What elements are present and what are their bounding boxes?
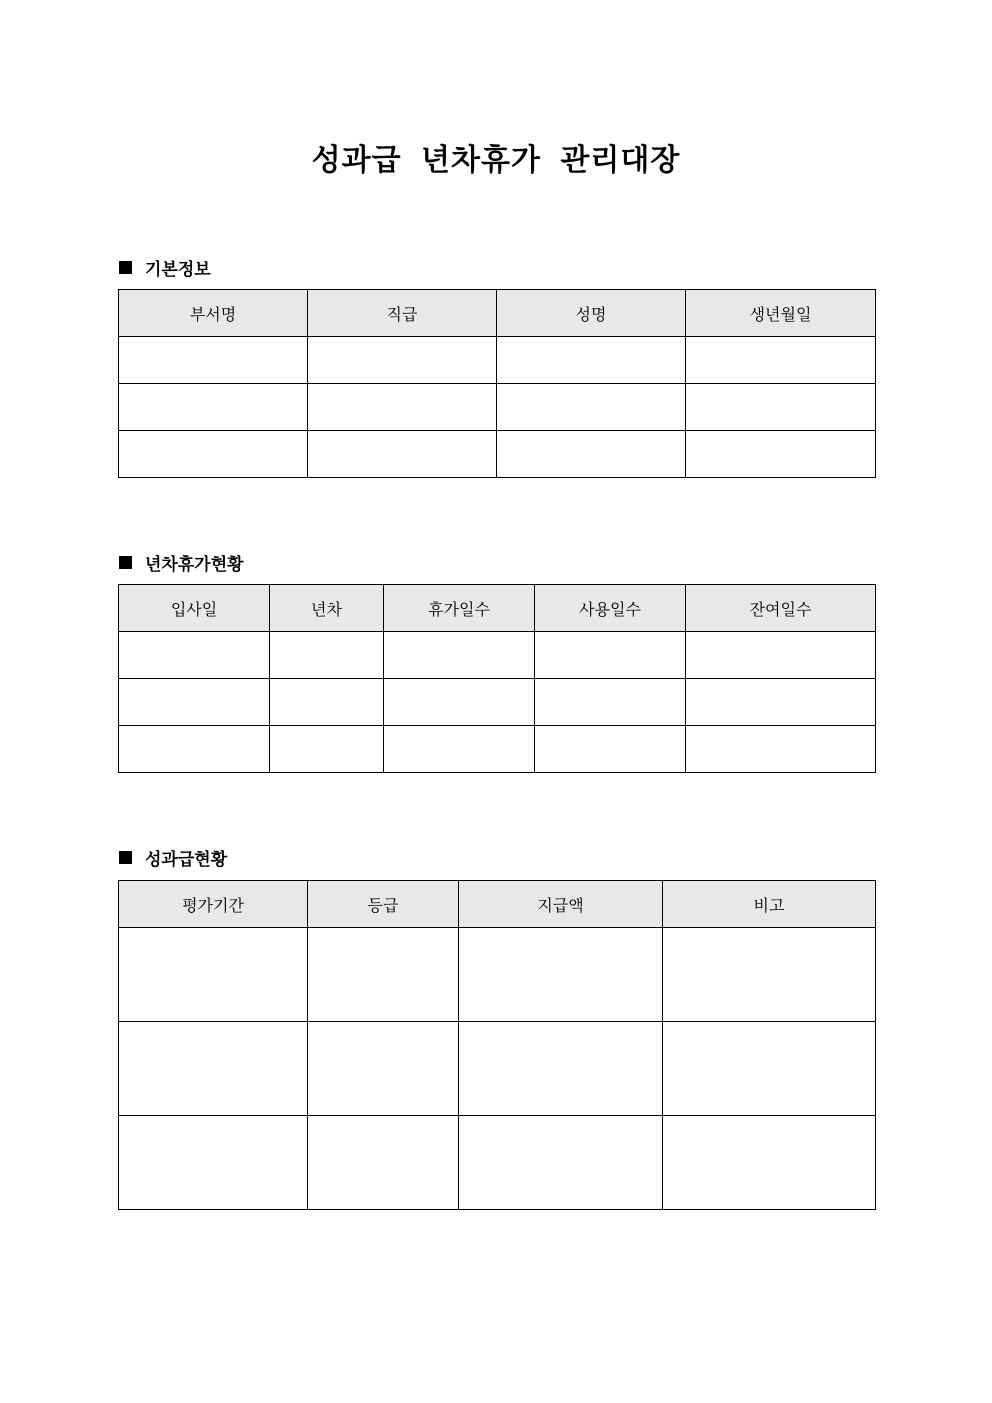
table-cell[interactable]	[459, 1022, 663, 1116]
square-bullet-icon	[119, 556, 132, 569]
column-header-evaluation-period: 평가기간	[119, 881, 308, 928]
table-row	[119, 679, 876, 726]
table-cell[interactable]	[308, 384, 497, 431]
table-cell[interactable]	[384, 632, 535, 679]
column-header-name: 성명	[497, 290, 686, 337]
column-header-department: 부서명	[119, 290, 308, 337]
table-cell[interactable]	[308, 431, 497, 478]
section-heading-bonus-label: 성과급현황	[145, 850, 228, 870]
table-cell[interactable]	[686, 679, 876, 726]
annual-leave-table	[118, 584, 876, 773]
table-cell[interactable]	[119, 726, 270, 773]
column-header-amount: 지급액	[459, 881, 663, 928]
table-row	[119, 431, 876, 478]
table-row	[119, 726, 876, 773]
basic-info-table	[118, 289, 876, 478]
table-cell[interactable]	[497, 384, 686, 431]
table-cell[interactable]	[459, 928, 663, 1022]
table-cell[interactable]	[497, 337, 686, 384]
table-header-row	[119, 881, 876, 928]
section-heading-leave-label: 년차휴가현황	[145, 555, 244, 575]
square-bullet-icon	[119, 851, 132, 864]
table-row	[119, 384, 876, 431]
table-cell[interactable]	[119, 384, 308, 431]
table-cell[interactable]	[308, 337, 497, 384]
column-header-birthdate: 생년월일	[686, 290, 876, 337]
table-row	[119, 928, 876, 1022]
column-header-used-days: 사용일수	[535, 585, 686, 632]
table-cell[interactable]	[119, 632, 270, 679]
column-header-remaining-days: 잔여일수	[686, 585, 876, 632]
table-cell[interactable]	[686, 384, 876, 431]
table-cell[interactable]	[663, 1116, 876, 1210]
table-cell[interactable]	[686, 726, 876, 773]
table-cell[interactable]	[308, 1022, 459, 1116]
table-cell[interactable]	[535, 632, 686, 679]
table-cell[interactable]	[308, 1116, 459, 1210]
column-header-hire-date: 입사일	[119, 585, 270, 632]
document-title: 성과급 년차휴가 관리대장	[311, 143, 681, 178]
table-cell[interactable]	[270, 632, 384, 679]
table-cell[interactable]	[270, 679, 384, 726]
table-cell[interactable]	[459, 1116, 663, 1210]
column-header-leave-days: 휴가일수	[384, 585, 535, 632]
section-heading-leave	[119, 550, 244, 575]
table-cell[interactable]	[119, 1022, 308, 1116]
table-cell[interactable]	[686, 431, 876, 478]
table-row	[119, 1022, 876, 1116]
column-header-position: 직급	[308, 290, 497, 337]
table-cell[interactable]	[119, 679, 270, 726]
column-header-year: 년차	[270, 585, 384, 632]
table-cell[interactable]	[119, 431, 308, 478]
table-cell[interactable]	[663, 928, 876, 1022]
table-cell[interactable]	[663, 1022, 876, 1116]
table-cell[interactable]	[535, 679, 686, 726]
square-bullet-icon	[119, 261, 132, 274]
table-cell[interactable]	[119, 1116, 308, 1210]
section-heading-basic	[119, 255, 211, 280]
table-header-row	[119, 585, 876, 632]
column-header-grade: 등급	[308, 881, 459, 928]
section-heading-basic-label: 기본정보	[145, 260, 211, 280]
table-cell[interactable]	[308, 928, 459, 1022]
table-cell[interactable]	[119, 337, 308, 384]
table-cell[interactable]	[535, 726, 686, 773]
table-cell[interactable]	[119, 928, 308, 1022]
table-header-row	[119, 290, 876, 337]
table-cell[interactable]	[686, 632, 876, 679]
table-cell[interactable]	[686, 337, 876, 384]
section-heading-bonus	[119, 845, 227, 870]
table-cell[interactable]	[384, 726, 535, 773]
table-cell[interactable]	[270, 726, 384, 773]
performance-bonus-table	[118, 880, 876, 1210]
table-cell[interactable]	[384, 679, 535, 726]
table-row	[119, 632, 876, 679]
table-cell[interactable]	[497, 431, 686, 478]
table-row	[119, 337, 876, 384]
table-row	[119, 1116, 876, 1210]
column-header-remarks: 비고	[663, 881, 876, 928]
